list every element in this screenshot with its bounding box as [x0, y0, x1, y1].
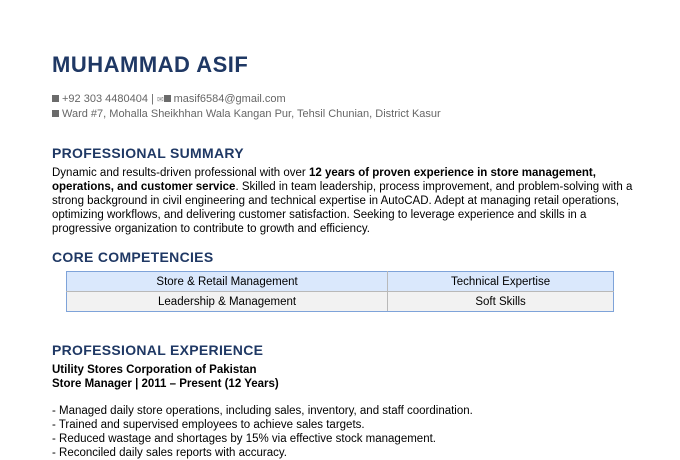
- email-icon-square: [164, 95, 171, 102]
- summary-heading: PROFESSIONAL SUMMARY: [52, 145, 244, 161]
- table-cell: Leadership & Management: [67, 292, 388, 312]
- summary-text-start: Dynamic and results-driven professional with over: [52, 167, 309, 179]
- job-bullets: [52, 404, 473, 460]
- summary-paragraph: [52, 166, 642, 236]
- job-header: [52, 363, 279, 391]
- table-row: [67, 292, 614, 312]
- location-icon: [52, 110, 59, 117]
- address: Ward #7, Mohalla Sheikhhan Wala Kangan Pur, Tehsil Chunian, District Kasur: [62, 108, 441, 120]
- summary-highlight: 12 years of proven experience in store management, operations, and customer service: [52, 167, 596, 193]
- contact-separator: |: [147, 93, 157, 105]
- table-cell: Technical Expertise: [388, 272, 614, 292]
- email-icon: ✉: [156, 95, 164, 104]
- summary-text-end: . Skilled in team leadership, process improvement, and problem-solving with a strong background in civil engineering and technical expertise in AutoCAD. Adept at managing retail operations, optimizing workflows, and delivering customer satisfaction. Seeking to leverage experience and skills in a progressive organization to contribute to growth and efficiency.: [52, 181, 633, 235]
- experience-heading: PROFESSIONAL EXPERIENCE: [52, 342, 264, 358]
- phone-icon: [52, 95, 59, 102]
- table-cell: Store & Retail Management: [67, 272, 388, 292]
- email-address[interactable]: masif6584@gmail.com: [173, 93, 286, 105]
- candidate-name: MUHAMMAD ASIF: [52, 52, 249, 77]
- table-cell: Soft Skills: [388, 292, 614, 312]
- phone-number: +92 303 4480404: [62, 93, 148, 105]
- table-row: [67, 272, 614, 292]
- list-item: - Reconciled daily sales reports with accuracy.: [52, 447, 287, 459]
- list-item: - Reduced wastage and shortages by 15% via effective stock management.: [52, 433, 436, 445]
- competencies-heading: CORE COMPETENCIES: [52, 249, 214, 265]
- job-role: Store Manager | 2011 – Present (12 Years): [52, 378, 279, 390]
- list-item: - Managed daily store operations, including sales, inventory, and staff coordination.: [52, 405, 473, 417]
- competencies-table: [66, 271, 614, 312]
- contact-block: [52, 92, 441, 121]
- contact-line-1: [52, 92, 441, 107]
- list-item: - Trained and supervised employees to achieve sales targets.: [52, 419, 365, 431]
- company-name: Utility Stores Corporation of Pakistan: [52, 364, 257, 376]
- contact-line-2: [52, 107, 441, 121]
